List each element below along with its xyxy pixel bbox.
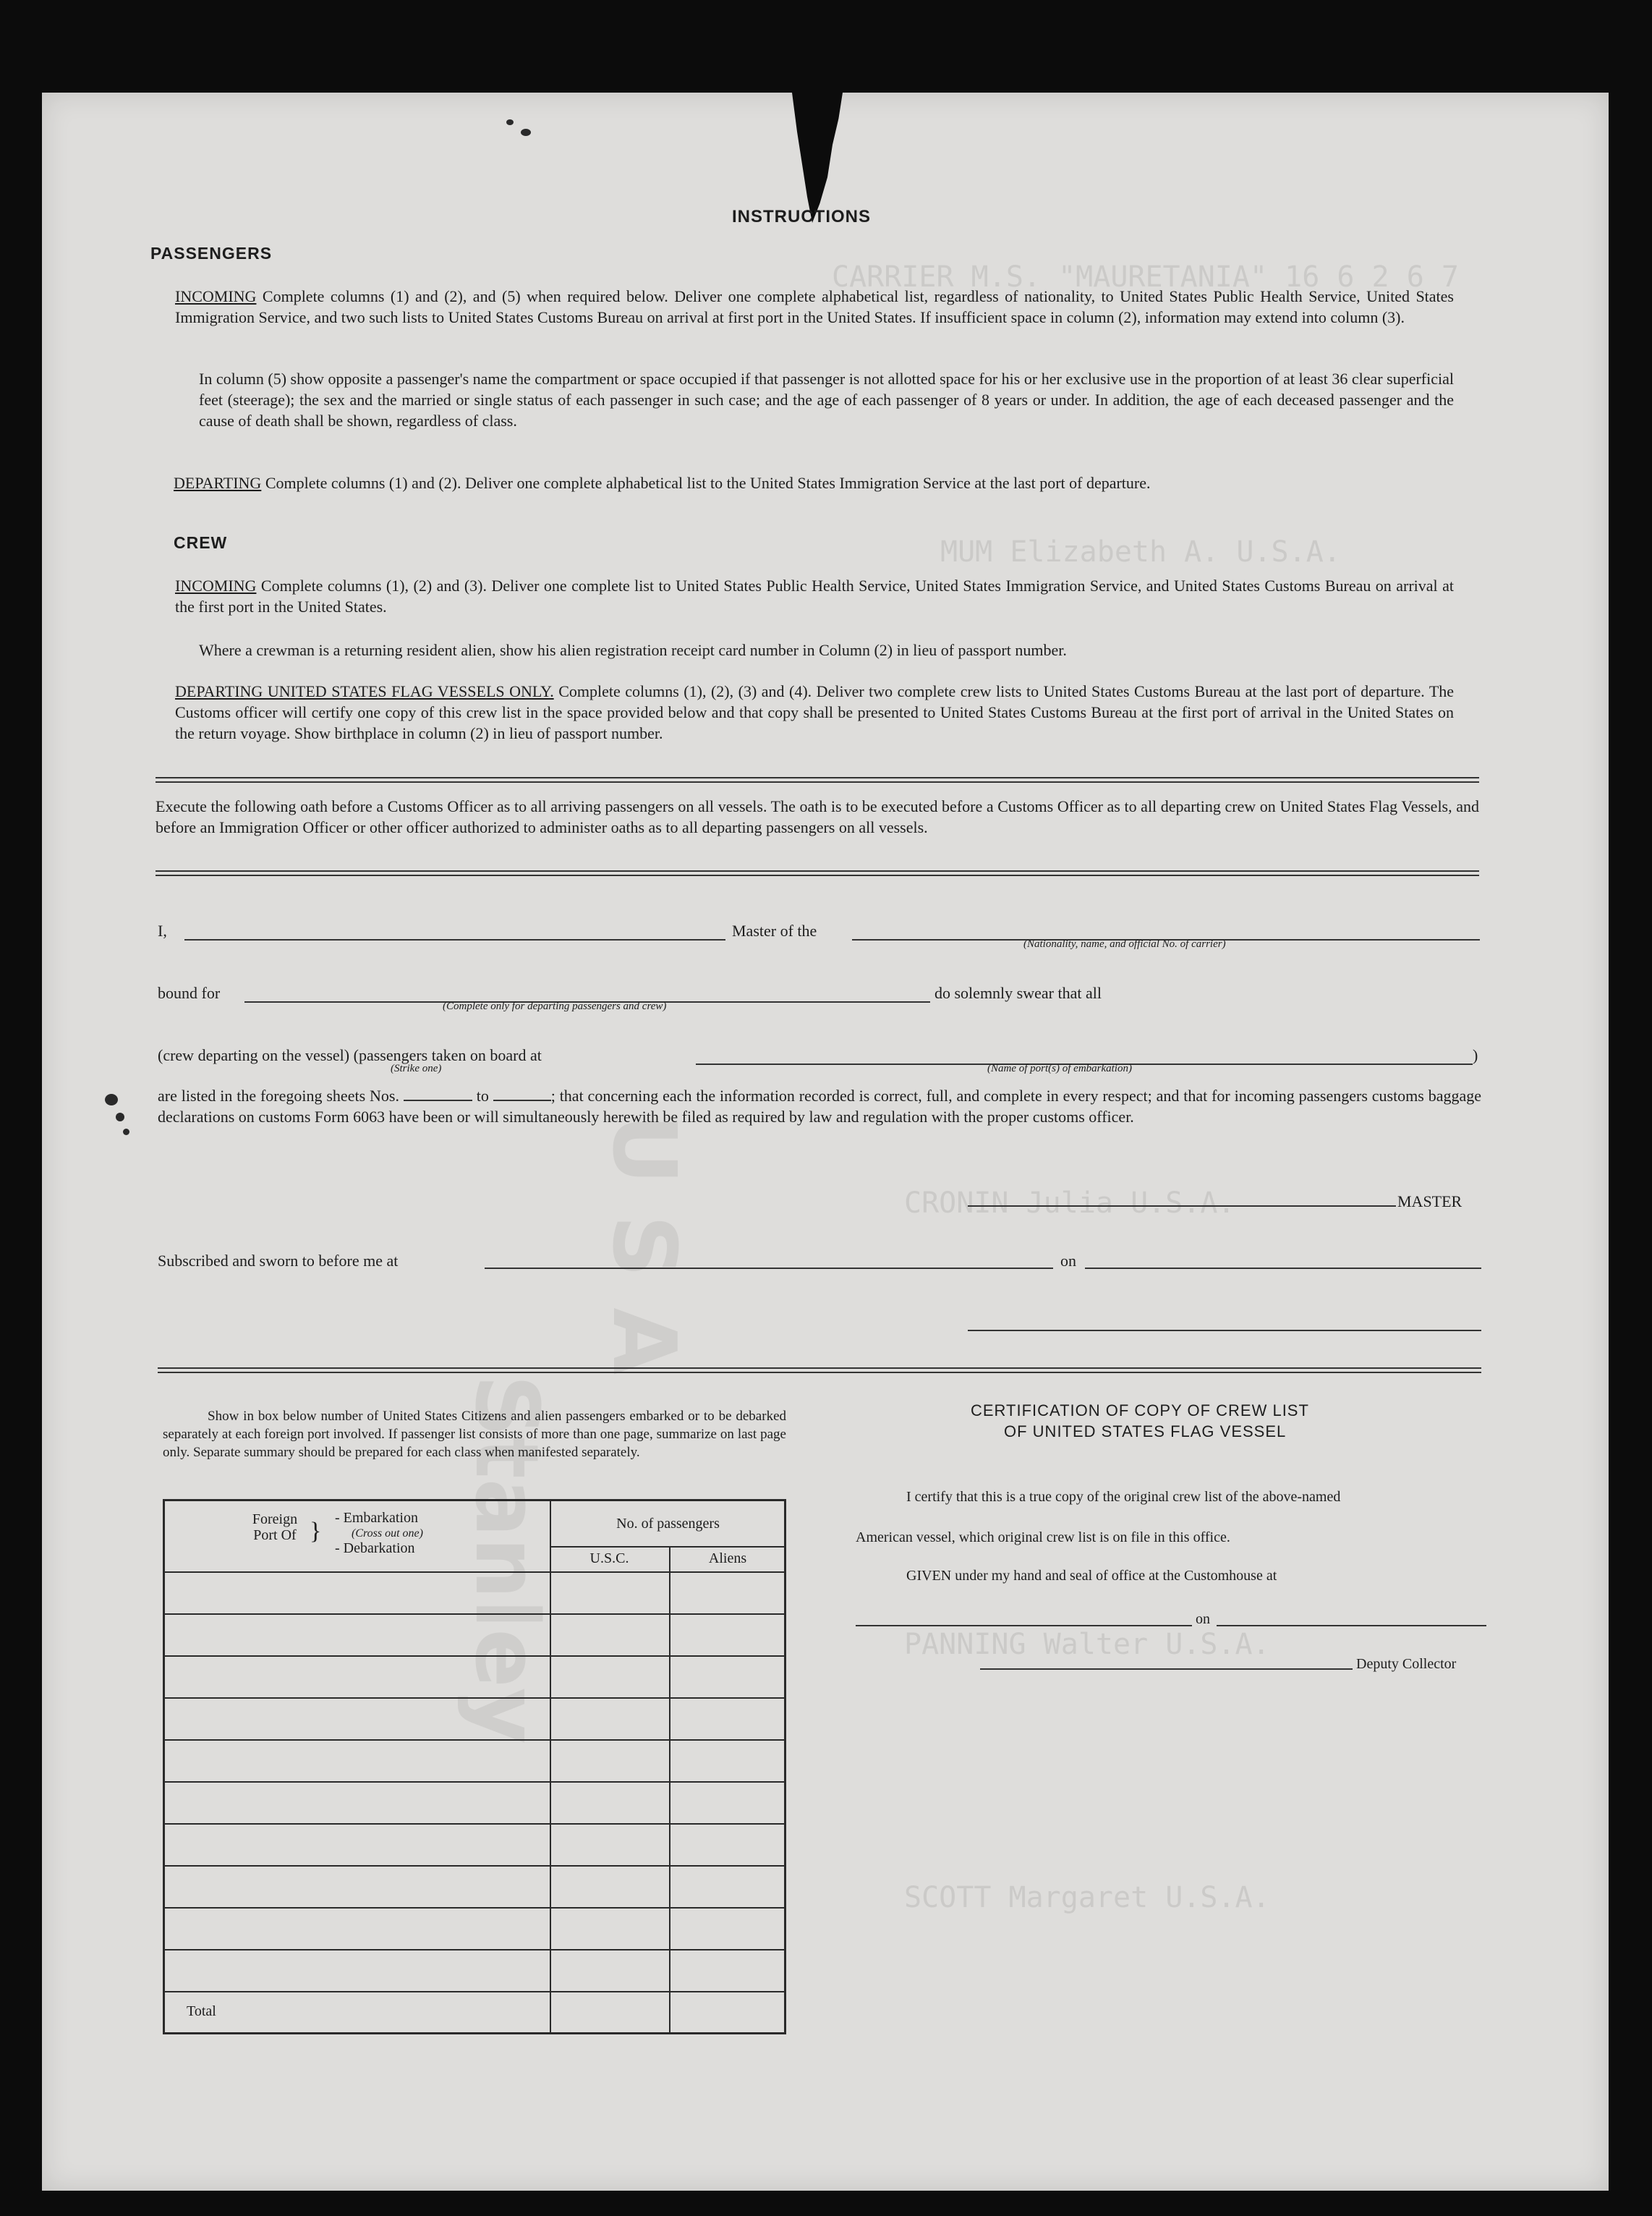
section-divider	[158, 1367, 1481, 1373]
table-row	[165, 1739, 784, 1741]
table-row	[165, 1949, 784, 1950]
master-label: MASTER	[1397, 1192, 1462, 1210]
vessel-text: American vessel, which original crew list is on file in this office.	[856, 1529, 1230, 1545]
crew-departing-text: Complete columns (1), (2), (3) and (4). Deliver two complete crew lists to United States Customs Bureau at the last port of departure. The Customs officer will certify one copy of this crew list in the space provided below and that copy shall be presented to United States Customs Bureau at the first port of arrival in the United States on the return voyage. Show birthplace in column (2) in lieu of passport number.	[175, 682, 1455, 742]
certify-text: I certify that this is a true copy of the original crew list of the above-named	[906, 1489, 1341, 1505]
listed-paragraph	[158, 1085, 1481, 1127]
table-row	[165, 1697, 784, 1699]
crew-incoming-label: INCOMING	[175, 577, 257, 595]
master-name-field[interactable]	[184, 939, 725, 941]
table-row	[165, 1613, 784, 1615]
bound-for-note: (Complete only for departing passengers and crew)	[443, 1001, 667, 1012]
brace-glyph: }	[310, 1518, 322, 1545]
sheet-to-field[interactable]	[493, 1087, 551, 1101]
table-row	[165, 1571, 784, 1573]
subscribed-label: Subscribed and sworn to before me at	[158, 1252, 399, 1270]
sworn-date-field[interactable]	[1085, 1268, 1481, 1269]
page-title: INSTRUCTIONS	[732, 207, 871, 226]
passengers-incoming-paragraph	[175, 286, 1454, 328]
cert-date-field[interactable]	[1217, 1625, 1486, 1626]
crew-departing-paragraph	[175, 681, 1454, 744]
passengers-incoming-label: INCOMING	[175, 287, 257, 305]
swear-text: do solemnly swear that all	[934, 984, 1102, 1002]
passengers-departing-text: Complete columns (1) and (2). Deliver one complete alphabetical list to the United States Immigration Service at the last port of departure.	[265, 474, 1151, 492]
crew-alien-paragraph: Where a crewman is a returning resident alien, show his alien registration receipt card number in Column (2) in lieu of passport number.	[199, 641, 1067, 659]
officer-signature-field[interactable]	[968, 1330, 1481, 1331]
total-label: Total	[187, 2003, 216, 2019]
crew-heading: CREW	[174, 533, 228, 552]
table-row	[165, 1907, 784, 1909]
given-text: GIVEN under my hand and seal of office at the Customhouse at	[906, 1568, 1277, 1584]
no-passengers-header: No. of passengers	[616, 1516, 720, 1532]
section-divider	[156, 777, 1479, 783]
table-row	[165, 1991, 784, 1992]
passengers-heading: PASSENGERS	[150, 244, 273, 263]
cert-on-label: on	[1196, 1611, 1210, 1627]
deputy-collector-label: Deputy Collector	[1356, 1656, 1457, 1672]
usc-header: U.S.C.	[589, 1550, 629, 1566]
master-of-label: Master of the	[732, 922, 817, 940]
section-divider	[156, 870, 1479, 876]
passengers-departing-label: DEPARTING	[174, 474, 262, 492]
crew-incoming-paragraph	[175, 575, 1454, 617]
table-col-divider	[669, 1546, 670, 2032]
sworn-place-field[interactable]	[485, 1268, 1053, 1269]
oath-i-label: I,	[158, 922, 167, 940]
table-row	[165, 1865, 784, 1867]
debarkation-header: - Debarkation	[335, 1540, 415, 1556]
passengers-departing-paragraph	[174, 472, 1454, 493]
sheet-from-field[interactable]	[404, 1087, 472, 1101]
foreign-port-of-header: Foreign Port Of	[252, 1511, 298, 1543]
passenger-summary-table	[163, 1499, 786, 2034]
table-row	[165, 1781, 784, 1783]
crew-incoming-text: Complete columns (1), (2) and (3). Deliver one complete list to United States Public Health Service, United States Immigration Service, and United States Customs Bureau on arrival at the first port in the United States.	[175, 577, 1454, 616]
bound-for-label: bound for	[158, 984, 221, 1002]
carrier-note: (Nationality, name, and official No. of carrier)	[1023, 938, 1226, 950]
strike-one-note: (Strike one)	[391, 1063, 442, 1074]
certification-title-1: CERTIFICATION OF COPY OF CREW LIST	[971, 1401, 1309, 1419]
table-row	[165, 1823, 784, 1825]
customhouse-field[interactable]	[856, 1625, 1192, 1626]
sworn-on-label: on	[1060, 1252, 1076, 1270]
master-signature-field[interactable]	[968, 1205, 1396, 1207]
oath-intro-paragraph: Execute the following oath before a Customs Officer as to all arriving passengers on all vessels. The oath is to be executed before a Customs Officer as to all departing crew on United States Flag Vessels, and before an Immigration Officer or other officer authorized to administer oaths as to all departing passengers on all vessels.	[156, 797, 1479, 836]
crew-departing-label: DEPARTING UNITED STATES FLAG VESSELS ONLY.	[175, 682, 554, 700]
table-col-divider	[550, 1501, 551, 2032]
listed-to: to	[476, 1087, 489, 1105]
embarkation-header: - Embarkation	[335, 1510, 418, 1526]
column5-paragraph: In column (5) show opposite a passenger's name the compartment or space occupied if that passenger is not allotted space for his or her exclusive use in the proportion of at least 36 clear superficial feet (steerage); the sex and the married or single status of each passenger in such case; and the age of each passenger of 8 years or under. In addition, the age of each deceased passenger and the cause of death shall be shown, regardless of class.	[199, 370, 1454, 430]
table-header-divider	[550, 1546, 784, 1548]
listed-text-a: are listed in the foregoing sheets Nos.	[158, 1087, 399, 1105]
ports-note: (Name of port(s) of embarkation)	[987, 1063, 1132, 1074]
certification-title-2: OF UNITED STATES FLAG VESSEL	[1004, 1422, 1287, 1440]
passengers-incoming-text: Complete columns (1) and (2), and (5) when required below. Deliver one complete alphabetical list, regardless of nationality, to United States Public Health Service, United States Immigration Service, and two such lists to United States Customs Bureau on arrival at first port in the United States. If insufficient space in column (2), information may extend into column (3).	[175, 287, 1454, 326]
listed-text-b: ; that concerning each the information recorded is correct, full, and complete in every respect; and that for incoming passengers customs baggage declarations on customs Form 6063 have been or will simultaneously herewith be filed as required by law and regulation with the proper customs officer.	[158, 1087, 1482, 1126]
aliens-header: Aliens	[708, 1550, 747, 1566]
table-row	[165, 1655, 784, 1657]
cross-out-note: (Cross out one)	[352, 1527, 423, 1540]
deputy-signature-field[interactable]	[980, 1668, 1353, 1670]
close-paren: )	[1473, 1046, 1478, 1064]
summary-instructions: Show in box below number of United States Citizens and alien passengers embarked or to be debarked separately at each foreign port involved. If passenger list consists of more than one page, summarize on last page only. Separate summary should be prepared for each class when manifested separately.	[163, 1409, 786, 1460]
crew-departing-text: (crew departing on the vessel) (passengers taken on board at	[158, 1046, 542, 1064]
